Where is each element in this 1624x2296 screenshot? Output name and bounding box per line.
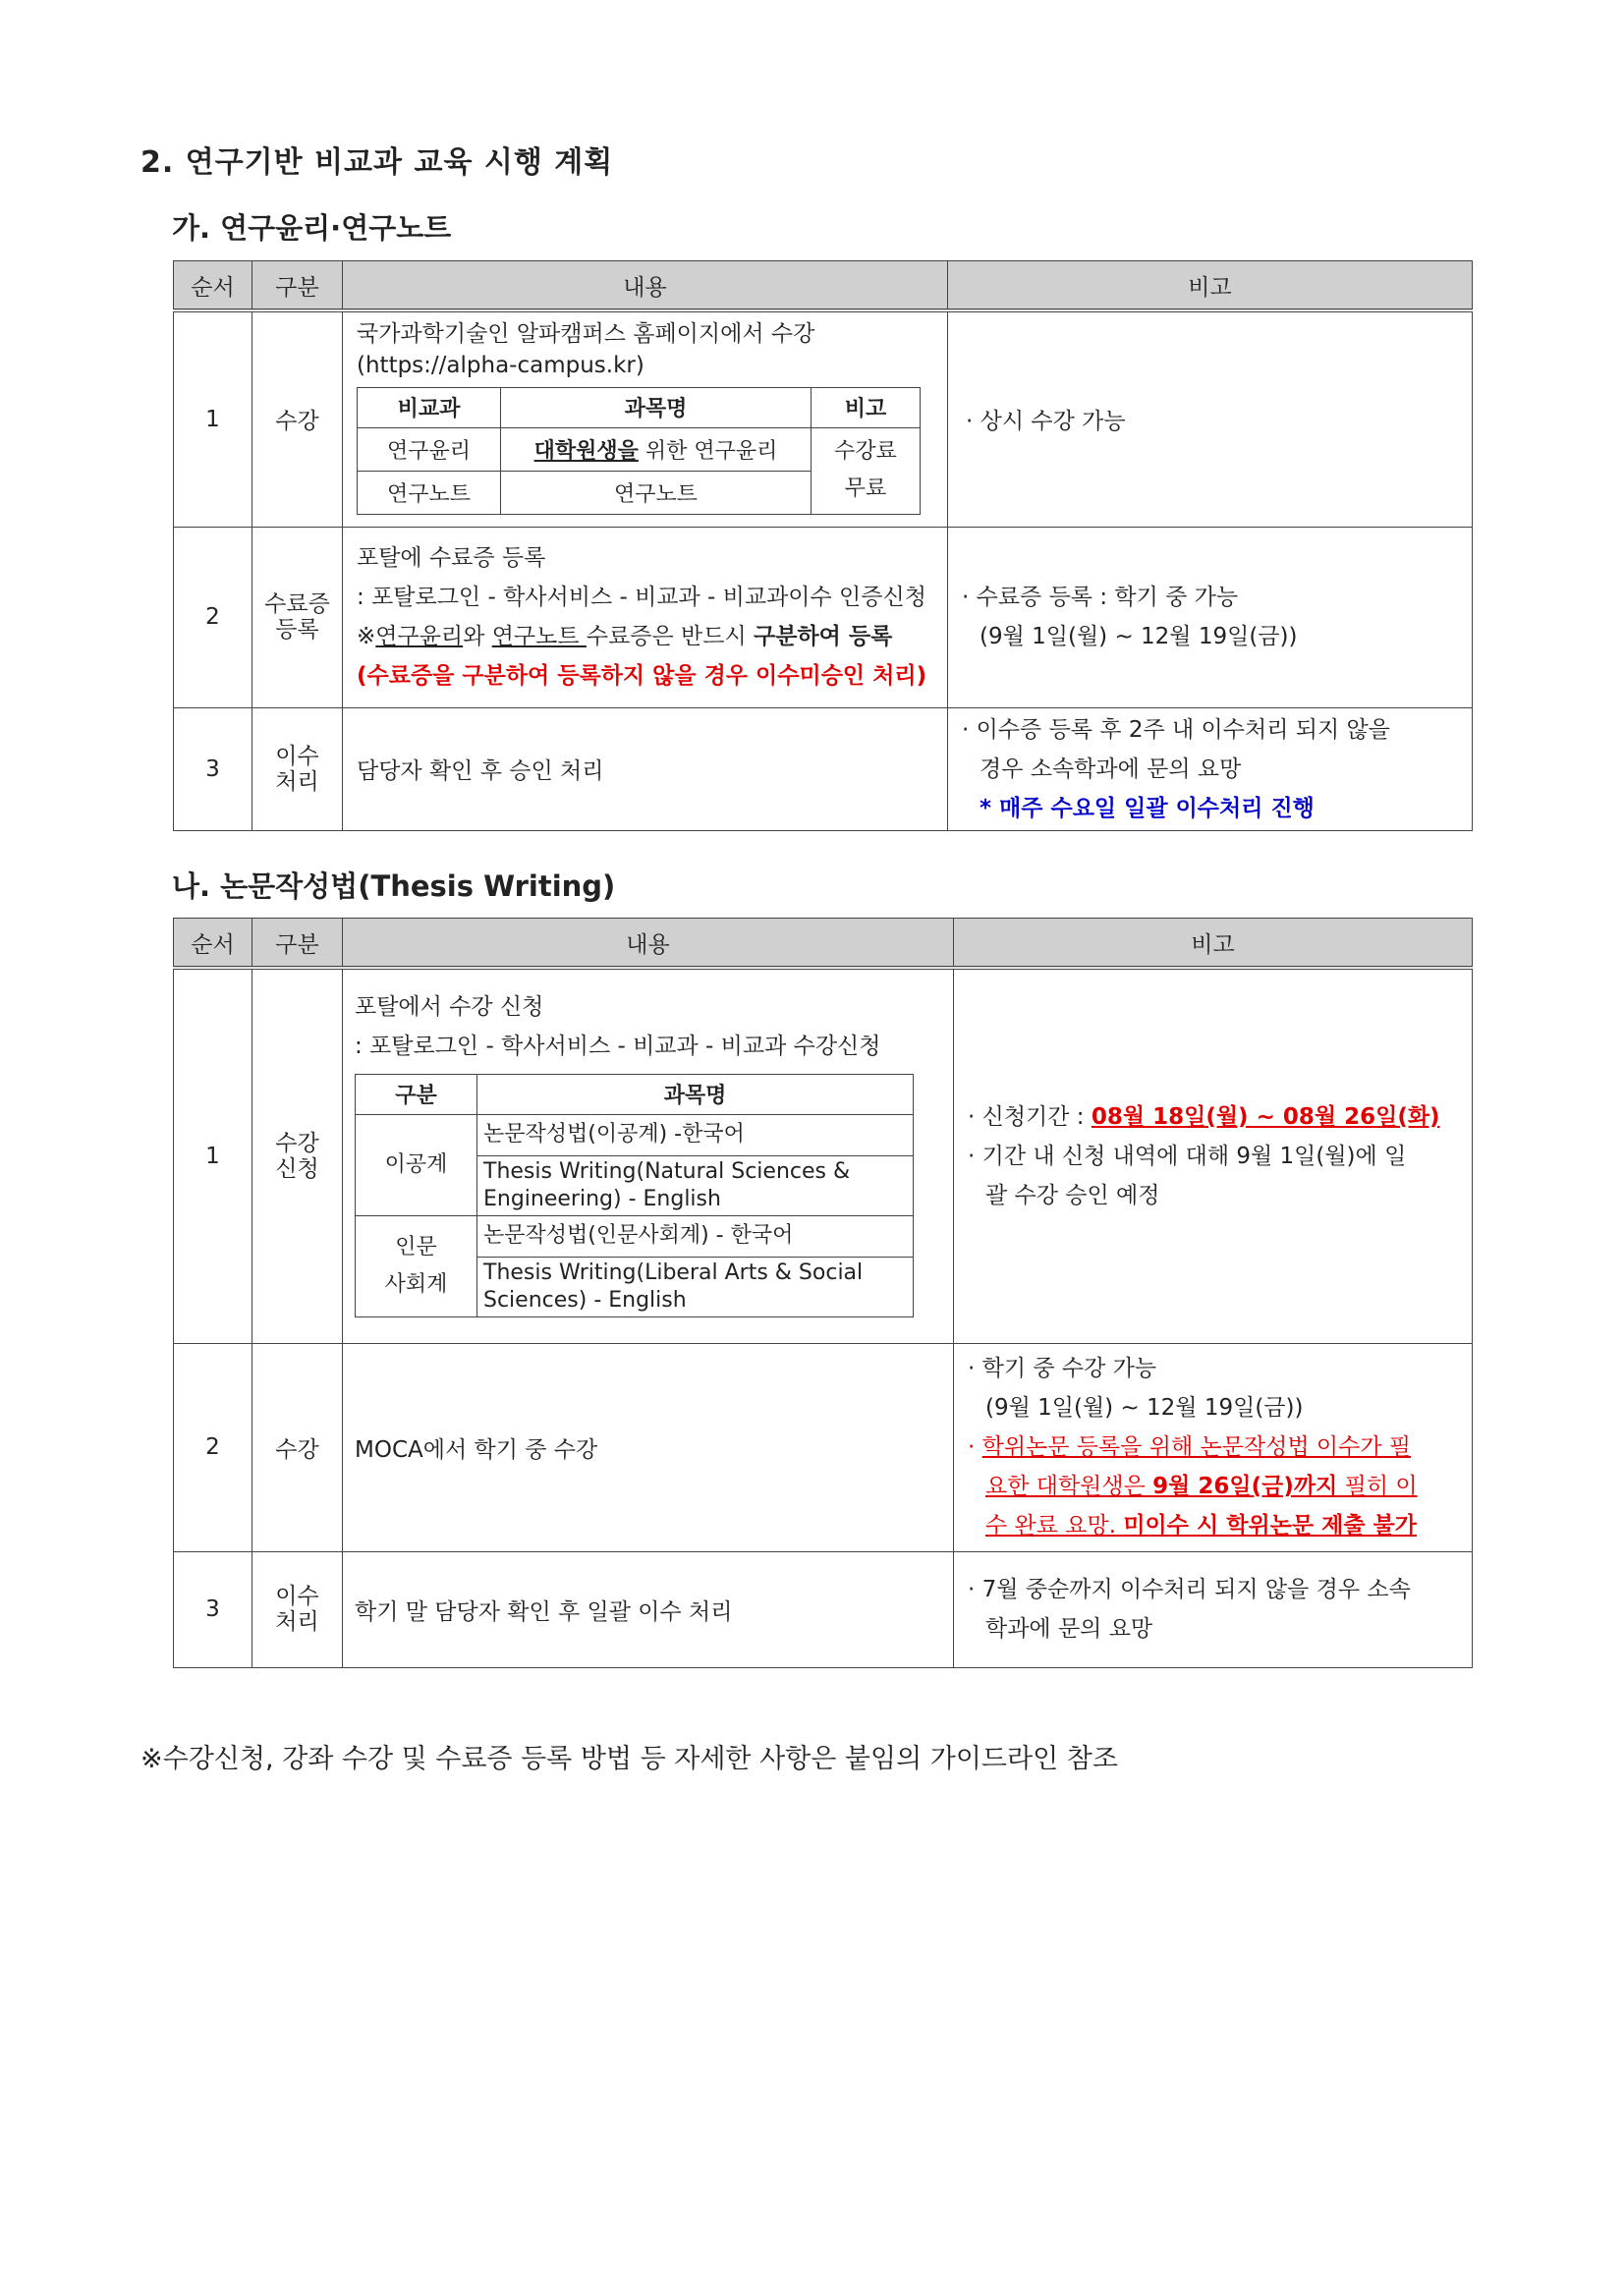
inner-course: 대학원생을 위한 연구윤리 <box>501 427 812 471</box>
table-row <box>174 310 1473 527</box>
inner-cat: 연구노트 <box>358 471 501 514</box>
part-a-title: 가. 연구윤리·연구노트 <box>172 211 452 245</box>
row-remark: · 상시 수강 가능 <box>948 310 1473 527</box>
table-header-row <box>174 261 1473 311</box>
course-item: 논문작성법(인문사회계) - 한국어 <box>477 1215 914 1257</box>
alpha-campus-url: (https://alpha-campus.kr) <box>357 352 644 378</box>
inner-course: 연구노트 <box>501 471 812 514</box>
row-content: 학기 말 담당자 확인 후 일괄 이수 처리 <box>343 1551 954 1667</box>
inner-cat: 연구윤리 <box>358 427 501 471</box>
research-ethics-table <box>173 260 1473 831</box>
row-no: 3 <box>174 1551 252 1667</box>
course-inner-table <box>357 387 921 515</box>
row-content: 포탈에 수료증 등록 : 포탈로그인 - 학사서비스 - 비교과 - 비교과이수 인증신청 ※연구윤리와 연구노트 수료증은 반드시 구분하여 등록 (수료증을 구분하여 등록하지 않을 경우 이수미승인 처리) <box>343 527 948 707</box>
group-engineering: 이공계 <box>356 1114 477 1215</box>
row-type: 수강 신청 <box>252 968 343 1343</box>
row-no: 2 <box>174 527 252 707</box>
thesis-writing-table <box>173 918 1473 1668</box>
row-no: 1 <box>174 310 252 527</box>
footer-note: ※수강신청, 강좌 수강 및 수료증 등록 방법 등 자세한 사항은 붙임의 가이드라인 참조 <box>140 1744 1118 1774</box>
course-item: Thesis Writing(Liberal Arts & Social Sciences) - English <box>477 1257 914 1316</box>
inner-header-course: 과목명 <box>477 1074 914 1114</box>
header-order: 순서 <box>174 261 252 311</box>
course-item: Thesis Writing(Natural Sciences & Engineering) - English <box>477 1155 914 1215</box>
header-type: 구분 <box>252 261 343 311</box>
row-content: MOCA에서 학기 중 수강 <box>343 1343 954 1551</box>
row-type: 이수 처리 <box>252 1551 343 1667</box>
row-remark: · 이수증 등록 후 2주 내 이수처리 되지 않을 경우 소속학과에 문의 요망 * 매주 수요일 일괄 이수처리 진행 <box>948 707 1473 830</box>
table-row <box>174 1343 1473 1551</box>
row-content <box>343 310 948 527</box>
row-content: 포탈에서 수강 신청 : 포탈로그인 - 학사서비스 - 비교과 - 비교과 수강신청 구분 과목명 이공계 논문작성법(이공계) -한국어 Thesis Writing(Natural Sciences & Engineering) - English 인문 사회계 논문작성법(인문사회계) - 한국어 Thesis Writing(Liberal Arts & Social Sciences) - English <box>343 968 954 1343</box>
header-type: 구분 <box>252 919 343 969</box>
row-remark: · 학기 중 수강 가능 (9월 1일(월) ~ 12월 19일(금)) · 학위논문 등록을 위해 논문작성법 이수가 필 요한 대학원생은 9월 26일(금)까지 필히 이 수 완료 요망. 미이수 시 학위논문 제출 불가 <box>954 1343 1473 1551</box>
table-row <box>174 527 1473 707</box>
table-row <box>174 968 1473 1343</box>
row-type: 수료증 등록 <box>252 527 343 707</box>
inner-header-course: 과목명 <box>501 387 812 427</box>
inner-header-group: 구분 <box>356 1074 477 1114</box>
table-header-row <box>174 919 1473 969</box>
header-content: 내용 <box>343 261 948 311</box>
row-type: 수강 <box>252 310 343 527</box>
header-order: 순서 <box>174 919 252 969</box>
row-type: 수강 <box>252 1343 343 1551</box>
thesis-course-table <box>355 1074 914 1317</box>
inner-header-category: 비교과 <box>358 387 501 427</box>
inner-header-note: 비고 <box>812 387 921 427</box>
row-no: 2 <box>174 1343 252 1551</box>
row-no: 3 <box>174 707 252 830</box>
table-row <box>174 1551 1473 1667</box>
inner-fee-note: 수강료 무료 <box>812 427 921 514</box>
row-remark: · 수료증 등록 : 학기 중 가능 (9월 1일(월) ~ 12월 19일(금)) <box>948 527 1473 707</box>
row-content: 담당자 확인 후 승인 처리 <box>343 707 948 830</box>
table-row <box>174 707 1473 830</box>
header-remark: 비고 <box>948 261 1473 311</box>
content-line: 국가과학기술인 알파캠퍼스 홈페이지에서 수강 <box>357 320 815 347</box>
row-no: 1 <box>174 968 252 1343</box>
row-remark: · 7월 중순까지 이수처리 되지 않을 경우 소속 학과에 문의 요망 <box>954 1551 1473 1667</box>
row-type: 이수 처리 <box>252 707 343 830</box>
section-title: 2. 연구기반 비교과 교육 시행 계획 <box>140 145 614 180</box>
header-remark: 비고 <box>954 919 1473 969</box>
group-humanities: 인문 사회계 <box>356 1215 477 1316</box>
row-remark: · 신청기간 : 08월 18일(월) ~ 08월 26일(화) · 기간 내 신청 내역에 대해 9월 1일(월)에 일 괄 수강 승인 예정 <box>954 968 1473 1343</box>
part-b-title: 나. 논문작성법(Thesis Writing) <box>172 869 616 903</box>
header-content: 내용 <box>343 919 954 969</box>
course-item: 논문작성법(이공계) -한국어 <box>477 1114 914 1155</box>
